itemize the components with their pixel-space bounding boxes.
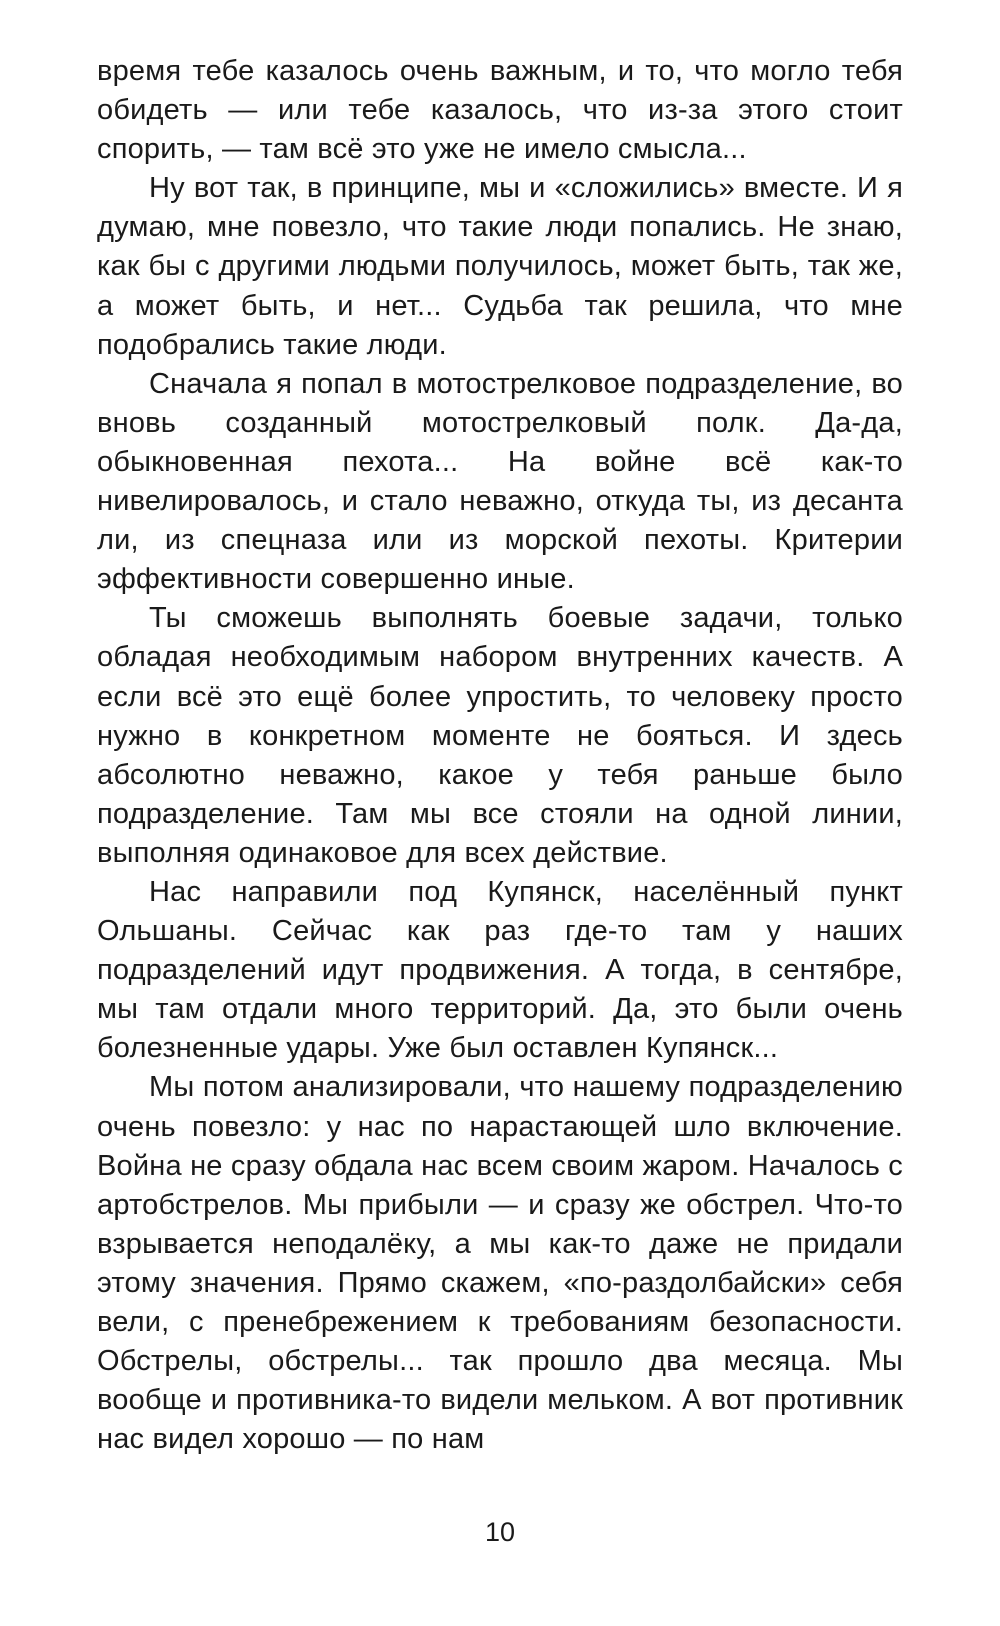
page-number: 10	[484, 1517, 516, 1547]
paragraph: Ну вот так, в принципе, мы и «сложились» вместе. И я думаю, мне повезло, что такие люди попались. Не знаю, как бы с другими людьми получилось, может быть, так же, а может быть, и нет... Судьба так решила, что мне подобрались такие люди.	[97, 172, 903, 361]
paragraph: Сначала я попал в мотострелковое подразделение, во вновь созданный мотострелковый полк. Да-да, обыкновенная пехота... На войне всё как-то нивелировалось, и стало неважно, откуда ты, из десанта ли, из спецназа или из морской пехоты. Критерии эффективности совершенно иные.	[97, 367, 903, 596]
body-text	[97, 52, 903, 1459]
paragraph: Ты сможешь выполнять боевые задачи, только обладая необходимым набором внутренних качеств. А если всё это ещё более упростить, то человеку просто нужно в конкретном моменте не бояться. И здесь абсолютно неважно, какое у тебя раньше было подразделение. Там мы все стояли на одной линии, выполняя одинаковое для всех действие.	[97, 602, 903, 869]
paragraph: время тебе казалось очень важным, и то, что могло тебя обидеть — или тебе казалось, что из-за этого стоит спорить, — там всё это уже не имело смысла...	[97, 55, 903, 166]
paragraph: Нас направили под Купянск, населённый пункт Ольшаны. Сейчас как раз где-то там у наших подразделений идут продвижения. А тогда, в сентябре, мы там отдали много территорий. Да, это были очень болезненные удары. Уже был оставлен Купянск...	[97, 875, 903, 1065]
paragraph: Мы потом анализировали, что нашему подразделению очень повезло: у нас по нарастающей шло включение. Война не сразу обдала нас всем своим жаром. Началось с артобстрелов. Мы прибыли — и сразу же обстрел. Что-то взрывается неподалёку, а мы как-то даже не придали этому значения. Прямо скажем, «по-раздолбайски» себя вели, с пренебрежением к требованиям безопасности. Обстрелы, обстрелы... так прошло два месяца. Мы вообще и противника-то видели мельком. А вот противник нас видел хорошо — по нам	[97, 1071, 903, 1456]
